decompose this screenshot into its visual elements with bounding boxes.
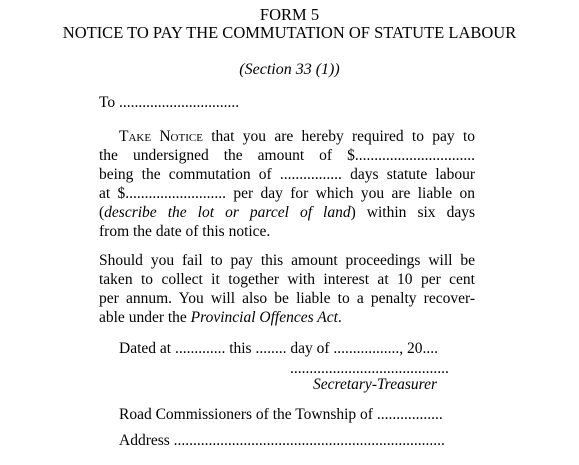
secretary-treasurer-label: Secretary-Treasurer xyxy=(313,376,437,393)
paragraph2-line3: per annum. You will also be liable to a penalty recover- xyxy=(99,290,475,307)
to-line: To ............................... xyxy=(99,94,240,111)
address-line: Address ...................................................................... xyxy=(119,432,445,449)
paragraph1-line1: Take Notice that you are hereby required to pay to xyxy=(119,128,476,145)
paragraph1-line6: from the date of this notice. xyxy=(99,223,271,240)
road-commissioners-line: Road Commissioners of the Township of ................. xyxy=(119,406,443,423)
penalty-paragraph xyxy=(99,251,475,327)
signature-line: ......................................... xyxy=(290,360,449,377)
act-name: Provincial Offences Act xyxy=(190,309,338,326)
describe-land-instruction: describe the lot or parcel of land xyxy=(104,204,351,221)
paragraph2-line4: able under the Provincial Offences Act. xyxy=(99,309,342,326)
paragraph1-line2: the undersigned the amount of $............................... xyxy=(99,147,475,164)
paragraph1-line3: being the commutation of ................ days statute labour xyxy=(99,166,475,183)
paragraph2-line2: taken to collect it together with interest at 10 per cent xyxy=(99,271,475,288)
paragraph1-line4: at $.......................... per day for which you are liable on xyxy=(99,185,475,202)
dated-line: Dated at ............. this ........ day of ................., 20.... xyxy=(119,340,439,357)
section-reference: (Section 33 (1)) xyxy=(239,61,340,78)
form-number: FORM 5 xyxy=(259,5,320,24)
take-notice-lead: Take Notice xyxy=(119,128,203,145)
notice-paragraph xyxy=(99,127,475,241)
notice-title: NOTICE TO PAY THE COMMUTATION OF STATUTE LABOUR xyxy=(62,23,517,42)
paragraph2-line1: Should you fail to pay this amount proceedings will be xyxy=(99,252,475,269)
paragraph1-line5: (describe the lot or parcel of land) within six days xyxy=(99,204,475,221)
